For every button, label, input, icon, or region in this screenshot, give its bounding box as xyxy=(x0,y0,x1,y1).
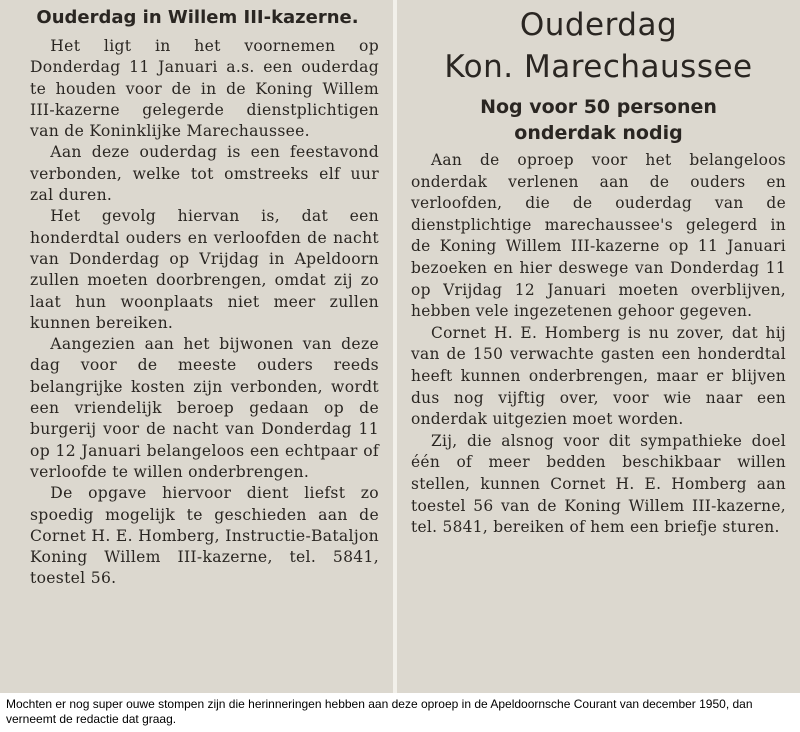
right-article-subheadline-line1: Nog voor 50 personen xyxy=(480,96,717,118)
right-article-headline-line2: Kon. Marechaussee xyxy=(444,49,753,85)
right-article-paragraph: Cornet H. E. Homberg is nu zover, dat hij van de 150 verwachte gasten een honderdtal heeft kunnen onderbrengen, maar er blijven dus nog vijftig over, voor wie naar een onderdak uitgezien moet worden. xyxy=(411,323,786,429)
right-article-subheadline-line2: onderdak nodig xyxy=(514,122,683,144)
left-article-paragraph: Aan deze ouderdag is een feestavond verbonden, welke tot omstreeks elf uur zal duren. xyxy=(30,143,379,205)
left-article-paragraph: Het ligt in het voornemen op Donderdag 11 Januari a.s. een ouderdag te houden voor de in de Koning Willem III-kazerne gelegerde dienstplichtigen van de Koninklijke Marechaussee. xyxy=(30,37,379,141)
right-article-paragraph: Aan de oproep voor het belangeloos onderdak verlenen aan de ouders en verloofden, die de ouderdag van de dienstplichtige marechaussee's gelegerd in de Koning Willem III-kazerne op 11 Januari bezoeken en hier deswege van Donderdag 11 op Vrijdag 12 Januari moeten overblijven, hebben vele ingezetenen gehoor gegeven. xyxy=(411,151,786,321)
left-article-headline: Ouderdag in Willem III-kazerne. xyxy=(36,7,359,28)
right-article-headline-line1: Ouderdag xyxy=(519,7,678,43)
image-caption: Mochten er nog super ouwe stompen zijn die herinneringen hebben aan deze oproep in de Apeldoornsche Courant van december 1950, dan verneemt de redactie dat graag. xyxy=(6,697,753,726)
left-article-paragraph: De opgave hiervoor dient liefst zo spoedig mogelijk te geschieden aan de Cornet H. E. Homberg, Instructie-Bataljon Koning Willem III-kazerne, tel. 5841, toestel 56. xyxy=(30,484,379,588)
right-article-paragraph: Zij, die alsnog voor dit sympathieke doel één of meer bedden beschikbaar willen stellen, kunnen Cornet H. E. Homberg aan toestel 56 van de Koning Willem III-kazerne, tel. 5841, bereiken of hem een briefje sturen. xyxy=(411,431,786,537)
right-article-subheadline xyxy=(411,94,786,146)
right-newspaper-clipping xyxy=(397,0,800,693)
left-newspaper-clipping xyxy=(0,0,393,693)
left-article-paragraph: Aangezien aan het bijwonen van deze dag voor de meeste ouders reeds belangrijke kosten zijn verbonden, wordt een vriendelijk beroep gedaan op de burgerij voor de nacht van Donderdag 11 op 12 Januari belangeloos een echtpaar of verloofde te willen onderbrengen. xyxy=(30,335,379,481)
left-article-paragraph: Het gevolg hiervan is, dat een honderdtal ouders en verloofden de nacht van Donderdag op Vrijdag in Apeldoorn zullen moeten doorbrengen, omdat zij zo laat hun woonplaats niet meer zullen kunnen bereiken. xyxy=(30,207,379,332)
